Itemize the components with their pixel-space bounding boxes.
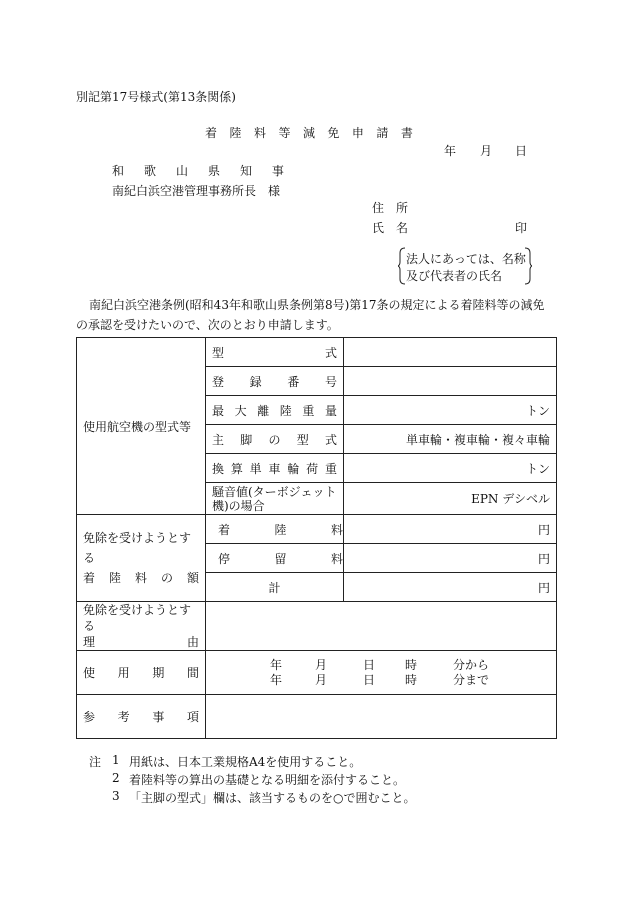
fee-group-label-l1: 免除を受けようとする [83, 531, 192, 565]
note-3-text: 「主脚の型式」欄は、該当するものを○で囲むこと。 [129, 791, 416, 805]
intro-line2: の承認を受けたいので、次のとおり申請します。 [76, 318, 339, 332]
reason-label-l2: 理 由 [83, 635, 199, 649]
note-2-text: 着陸料等の算出の基礎となる明細を添付すること。 [129, 773, 406, 787]
period-unit: 時 [405, 672, 418, 687]
period-unit: 月 [315, 657, 328, 672]
period-from [270, 658, 550, 673]
note-3-number: 3 [112, 789, 120, 803]
period-unit: 日 [363, 657, 376, 672]
landing-fee-field[interactable]: 円 [344, 515, 557, 544]
mtow-field[interactable]: トン [344, 396, 557, 425]
note-1-number: 1 [112, 753, 120, 767]
row-label-model: 型 式 [206, 338, 344, 367]
corporate-note-line1: 法人にあっては、名称 [406, 252, 526, 266]
period-label: 使 用 期 間 [77, 651, 206, 695]
notes-prefix: 注 [89, 755, 102, 769]
name-label: 氏 名 [372, 221, 409, 235]
period-to [270, 673, 550, 688]
period-unit: 年 [270, 672, 283, 687]
period-unit: 分まで [453, 672, 490, 687]
parking-fee-field[interactable]: 円 [344, 544, 557, 573]
address-label: 住 所 [372, 201, 409, 215]
row-label-eswl: 換 算 単 車 輪 荷 重 [206, 454, 344, 483]
period-unit: 月 [315, 672, 328, 687]
reason-label [77, 602, 206, 651]
addressee-office: 南紀白浜空港管理事務所長 様 [112, 184, 281, 198]
row-label-gear-type: 主 脚 の 型 式 [206, 425, 344, 454]
seal-mark: 印 [515, 221, 528, 235]
reason-field[interactable] [206, 602, 557, 651]
reference-field[interactable] [206, 695, 557, 739]
corporate-note-line2: 及び代表者の氏名 [406, 269, 503, 283]
date-month-label: 月 [480, 144, 493, 158]
gear-type-field[interactable]: 単車輪・複車輪・複々車輪 [344, 425, 557, 454]
total-fee-field[interactable]: 円 [344, 573, 557, 602]
period-unit: 日 [363, 672, 376, 687]
row-label-mtow: 最 大 離 陸 重 量 [206, 396, 344, 425]
period-field[interactable] [206, 651, 557, 695]
period-unit: 時 [405, 657, 418, 672]
row-label-landing-fee: 着 陸 料 [206, 515, 344, 544]
noise-label-l2: 機)の場合 [212, 498, 265, 513]
addressee-governor: 和 歌 山 県 知 事 [112, 164, 284, 178]
registration-field[interactable] [344, 367, 557, 396]
aircraft-group-label: 使用航空機の型式等 [77, 338, 206, 515]
row-label-parking-fee: 停 留 料 [206, 544, 344, 573]
row-label-noise [206, 483, 344, 515]
form-number: 別記第17号様式(第13条関係) [76, 90, 236, 104]
form-title: 着 陸 料 等 減 免 申 請 書 [205, 126, 413, 140]
fee-group-label [77, 515, 206, 602]
reference-label: 参 考 事 項 [77, 695, 206, 739]
corporate-note [398, 247, 532, 285]
model-field[interactable] [344, 338, 557, 367]
note-1-text: 用紙は、日本工業規格A4を使用すること。 [129, 755, 362, 769]
intro-line1: 南紀白浜空港条例(昭和43年和歌山県条例第8号)第17条の規定による着陸料等の減免 [89, 298, 545, 312]
noise-label-l1: 騒音値(ターボジェット [212, 484, 337, 499]
noise-field[interactable]: EPN デシベル [344, 483, 557, 515]
eswl-field[interactable]: トン [344, 454, 557, 483]
application-table [76, 337, 557, 739]
date-day-label: 日 [515, 144, 528, 158]
row-label-registration: 登 録 番 号 [206, 367, 344, 396]
reason-label-l1: 免除を受けようとする [83, 603, 192, 633]
period-unit: 分から [453, 657, 490, 672]
date-year-label: 年 [444, 144, 457, 158]
fee-group-label-l2: 着 陸 料 の 額 [83, 571, 199, 585]
row-label-total: 計 [206, 573, 344, 602]
note-2-number: 2 [112, 771, 120, 785]
period-unit: 年 [270, 657, 283, 672]
